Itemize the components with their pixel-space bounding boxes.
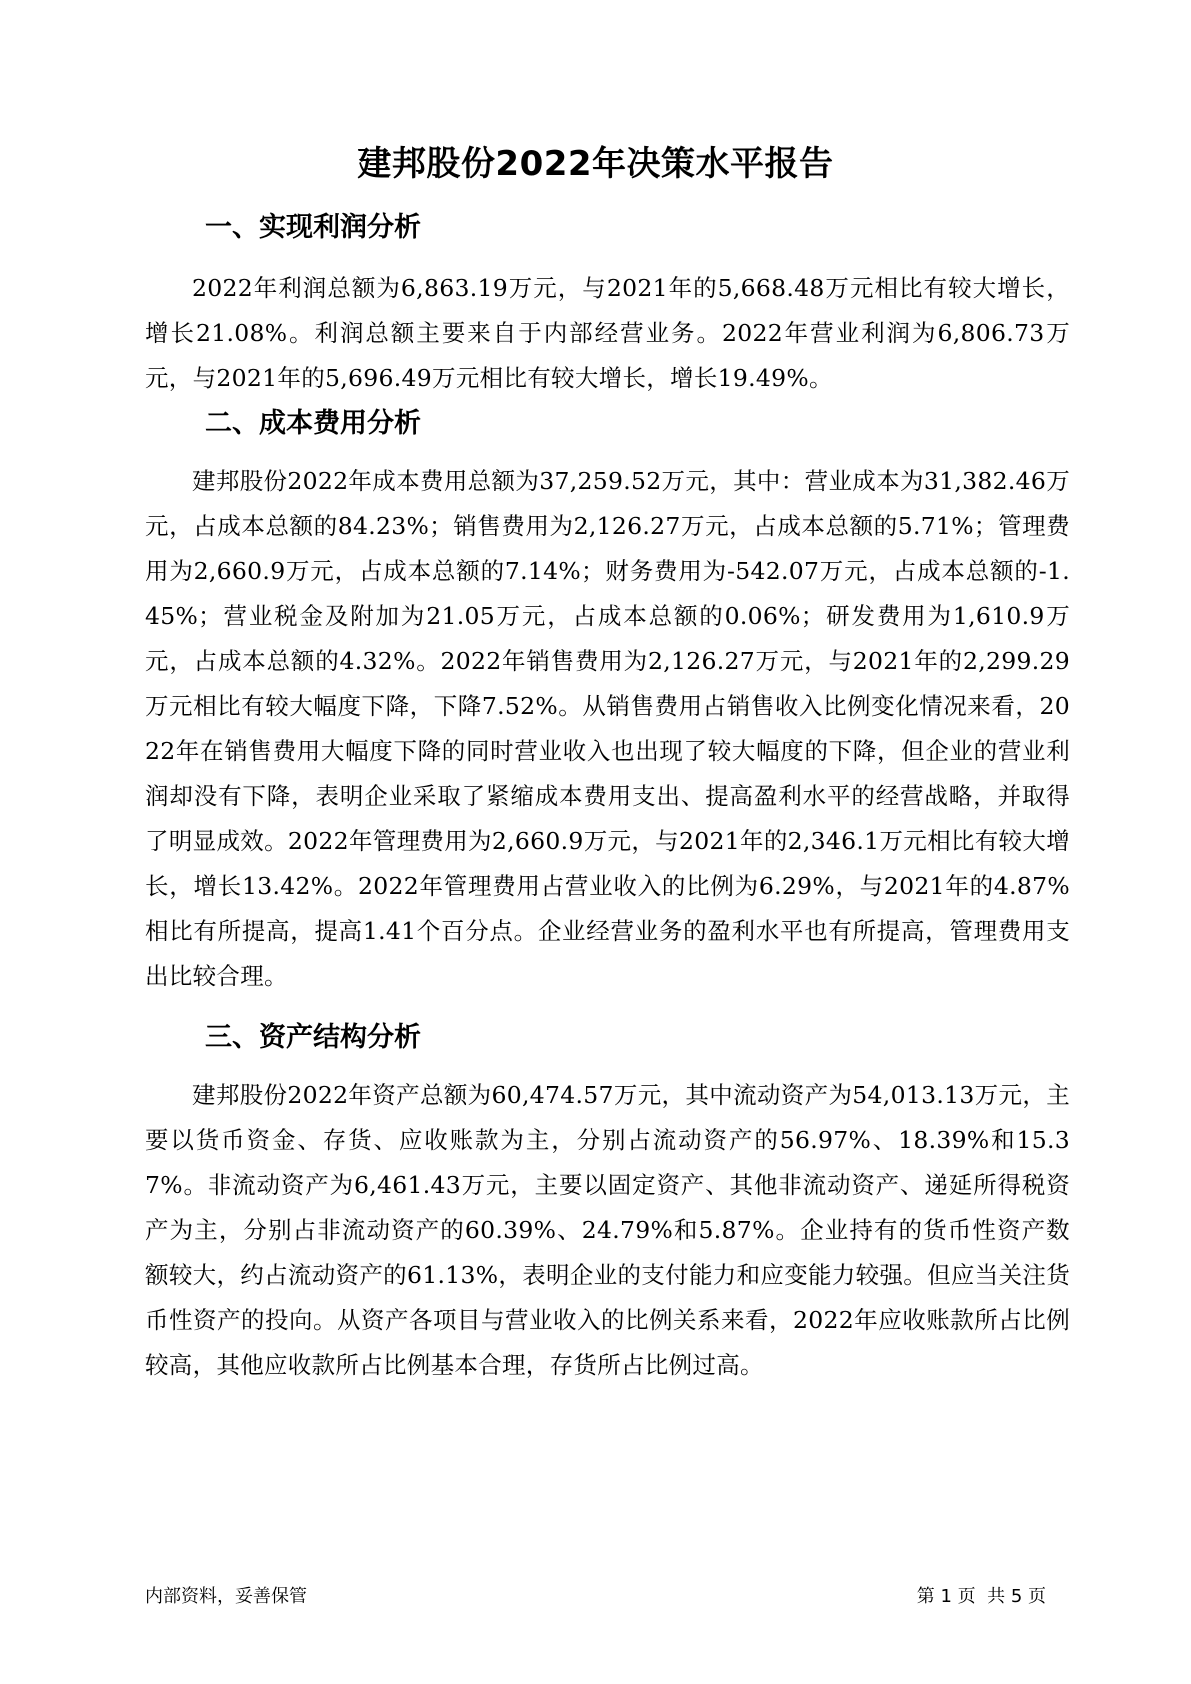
section-heading-profit: 一、实现利润分析 [205,212,421,243]
section-heading-assets: 三、资产结构分析 [205,1022,421,1053]
footer-page-indicator: 第 1 页 共 5 页 [916,1586,1046,1607]
document-title: 建邦股份2022年决策水平报告 [357,144,834,184]
section-paragraph-cost: 建邦股份2022年成本费用总额为37,259.52万元，其中：营业成本为31,382.46万元，占成本总额的84.23%；销售费用为2,126.27万元，占成本总额的5.71%；管理费用为2,660.9万元，占成本总额的7.14%；财务费用为-542.07万元，占成本总额的-1.45%；营业税金及附加为21.05万元，占成本总额的0.06%；研发费用为1,610.9万元，占成本总额的4.32%。2022年销售费用为2,126.27万元，与2021年的2,299.29万元相比有较大幅度下降，下降7.52%。从销售费用占销售收入比例变化情况来看，2022年在销售费用大幅度下降的同时营业收入也出现了较大幅度的下降，但企业的营业利润却没有下降，表明企业采取了紧缩成本费用支出、提高盈利水平的经营战略，并取得了明显成效。2022年管理费用为2,660.9万元，与2021年的2,346.1万元相比有较大增长，增长13.42%。2022年管理费用占营业收入的比例为6.29%，与2021年的4.87%相比有所提高，提高1.41个百分点。企业经营业务的盈利水平也有所提高，管理费用支出比较合理。 [145,467,1070,990]
footer-confidential-note: 内部资料，妥善保管 [145,1586,307,1607]
section-paragraph-profit: 2022年利润总额为6,863.19万元，与2021年的5,668.48万元相比有较大增长，增长21.08%。利润总额主要来自于内部经营业务。2022年营业利润为6,806.73万元，与2021年的5,696.49万元相比有较大增长，增长19.49%。 [145,274,1070,392]
section-heading-cost: 二、成本费用分析 [205,408,421,439]
section-paragraph-assets: 建邦股份2022年资产总额为60,474.57万元，其中流动资产为54,013.13万元，主要以货币资金、存货、应收账款为主，分别占流动资产的56.97%、18.39%和15.37%。非流动资产为6,461.43万元，主要以固定资产、其他非流动资产、递延所得税资产为主，分别占非流动资产的60.39%、24.79%和5.87%。企业持有的货币性资产数额较大，约占流动资产的61.13%，表明企业的支付能力和应变能力较强。但应当关注货币性资产的投向。从资产各项目与营业收入的比例关系来看，2022年应收账款所占比例较高，其他应收款所占比例基本合理，存货所占比例过高。 [145,1081,1070,1379]
